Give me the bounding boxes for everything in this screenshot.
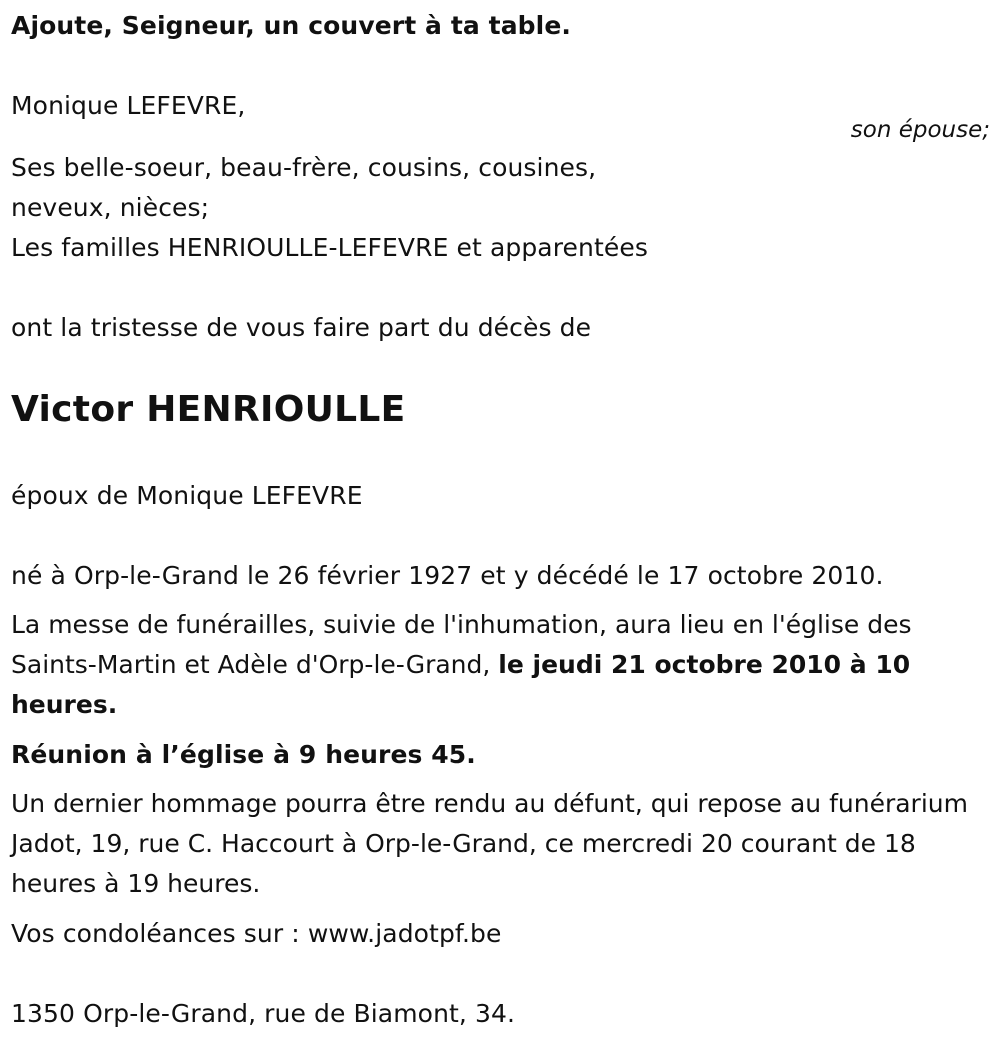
condolences-info: Vos condoléances sur : www.jadotpf.be	[11, 919, 502, 948]
address: 1350 Orp-le-Grand, rue de Biamont, 34.	[11, 999, 516, 1028]
deceased-name: Victor HENRIOULLE	[11, 389, 406, 430]
epigraph: Ajoute, Seigneur, un couvert à ta table.	[11, 11, 571, 40]
birth-death-info: né à Orp-le-Grand le 26 février 1927 et y décédé le 17 octobre 2010.	[11, 561, 884, 590]
funeral-info	[11, 605, 986, 725]
meeting-info: Réunion à l’église à 9 heures 45.	[11, 740, 476, 769]
family-line-3: Les familles HENRIOULLE-LEFEVRE et apparentées	[11, 233, 648, 262]
family-line-1: Ses belle-soeur, beau-frère, cousins, cousines,	[11, 153, 597, 182]
family-line-2: neveux, nièces;	[11, 193, 210, 222]
funeral-date: le jeudi 21 octobre 2010 à 10 heures.	[11, 650, 911, 719]
deceased-relation: époux de Monique LEFEVRE	[11, 481, 363, 510]
spouse-name: Monique LEFEVRE,	[11, 91, 246, 120]
tribute-info: Un dernier hommage pourra être rendu au défunt, qui repose au funérarium Jadot, 19, rue C. Haccourt à Orp-le-Grand, ce mercredi 20 courant de 18 heures à 19 heures.	[11, 789, 968, 898]
funeral-text: La messe de funérailles, suivie de l'inhumation, aura lieu en l'église des Saints-Martin et Adèle d'Orp-le-Grand,	[11, 610, 912, 679]
spouse-role: son épouse;	[850, 117, 990, 143]
announcement: ont la tristesse de vous faire part du décès de	[11, 313, 592, 342]
